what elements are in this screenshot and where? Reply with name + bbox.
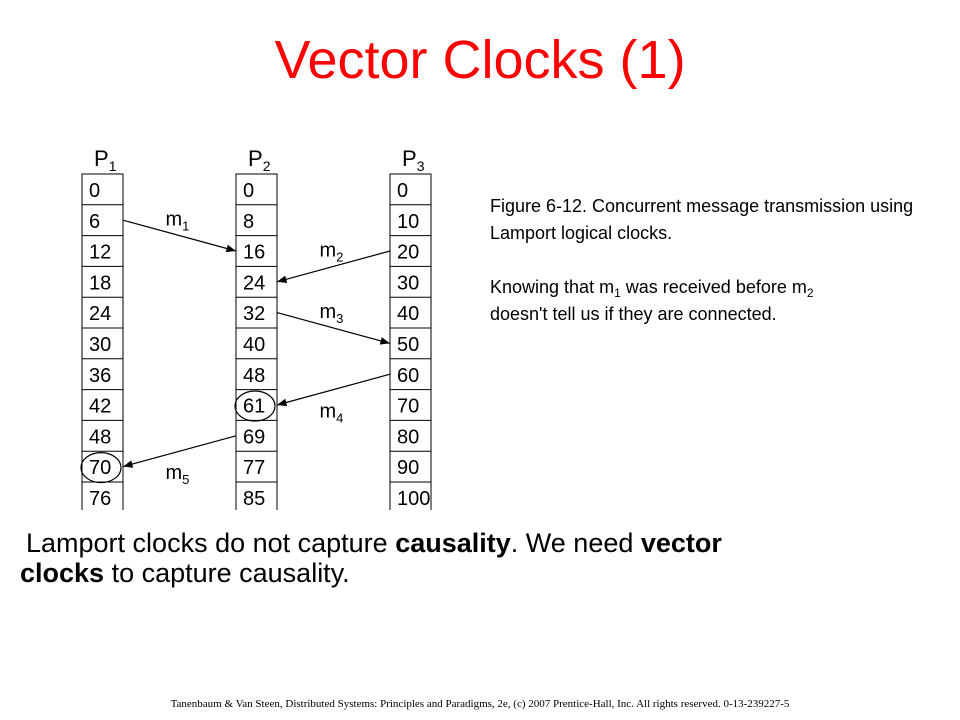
clock-value: 10 (397, 210, 420, 233)
body-statement (20, 528, 940, 588)
clock-value: 24 (89, 303, 112, 326)
message-label-index: 3 (336, 311, 344, 326)
lamport-clock-diagram (70, 140, 460, 510)
message-label-name: m (319, 301, 337, 323)
process-p3 (390, 146, 431, 510)
clock-value: 80 (397, 426, 420, 449)
note-suffix: doesn't tell us if they are connected. (490, 304, 777, 324)
clock-value: 40 (243, 334, 266, 356)
clock-value: 40 (397, 303, 420, 326)
body-part-1: Lamport clocks do not capture (26, 528, 396, 558)
clock-value: 42 (89, 395, 112, 418)
message-m5 (123, 436, 236, 487)
figure-caption (490, 193, 950, 328)
clock-value: 36 (89, 364, 112, 387)
clock-value: 50 (397, 334, 420, 356)
process-label-index: 1 (108, 158, 117, 174)
message-m3 (277, 301, 390, 343)
clock-value: 48 (243, 364, 266, 387)
message-label (166, 209, 190, 234)
note-prefix: Knowing that m (490, 277, 615, 297)
clock-value: 70 (397, 395, 420, 418)
process-label-index: 3 (416, 158, 425, 174)
clock-value: 24 (243, 272, 266, 295)
message-label (320, 401, 344, 426)
process-label-index: 2 (262, 158, 271, 174)
message-label-index: 1 (182, 218, 190, 234)
figure-description: Figure 6-12. Concurrent message transmission using Lamport logical clocks. (490, 196, 914, 243)
clock-value: 69 (243, 426, 266, 449)
process-label (248, 146, 271, 174)
process-p1 (81, 146, 123, 510)
clock-value: 18 (89, 272, 112, 295)
clock-value: 76 (89, 488, 112, 510)
process-p2 (235, 146, 277, 510)
clock-value: 8 (243, 210, 255, 233)
clock-value: 30 (89, 334, 112, 356)
message-label-name: m (165, 208, 183, 231)
clock-value: 77 (243, 457, 266, 480)
process-label-name: P (248, 146, 263, 171)
message-m4 (277, 374, 390, 425)
clock-value: 12 (89, 241, 112, 264)
message-label-name: m (165, 462, 183, 485)
message-label (320, 239, 344, 264)
body-part-2: . We need (510, 528, 641, 558)
clock-value: 20 (397, 241, 420, 264)
message-label-index: 4 (336, 410, 344, 426)
clock-value: 16 (243, 241, 266, 264)
note-sub-2: 2 (806, 286, 814, 300)
message-label (166, 462, 190, 487)
note-sub-1: 1 (614, 286, 621, 300)
process-label-name: P (402, 146, 417, 171)
clock-value: 70 (89, 457, 112, 480)
body-part-3: to capture causality. (104, 558, 350, 588)
message-label-index: 2 (336, 249, 344, 265)
body-bold-clocks: clocks (20, 558, 105, 588)
message-m1 (123, 209, 236, 251)
message-label-name: m (319, 400, 337, 423)
message-label (320, 301, 344, 326)
clock-value: 60 (397, 364, 420, 387)
process-label (402, 146, 425, 174)
body-bold-vector: vector (640, 528, 722, 558)
clock-value: 0 (397, 180, 409, 202)
clock-value: 6 (89, 210, 101, 233)
clock-value: 100 (397, 488, 431, 510)
note-middle: was received before m (620, 277, 807, 297)
process-label (94, 146, 117, 174)
clock-value: 30 (397, 272, 420, 295)
body-bold-causality: causality (395, 528, 511, 558)
message-label-index: 5 (182, 472, 190, 488)
clock-value: 0 (89, 180, 101, 202)
clock-value: 32 (243, 303, 266, 326)
clock-value: 48 (89, 426, 112, 449)
clock-value: 90 (397, 457, 420, 480)
slide-title: Vector Clocks (1) (274, 30, 686, 90)
message-m2 (277, 239, 390, 281)
copyright-footer: Tanenbaum & Van Steen, Distributed Systems: Principles and Paradigms, 2e, (c) 2007 Prentice-Hall, Inc. All rights reserved. 0-13-239227-5 (170, 698, 790, 710)
figure-note (490, 274, 950, 328)
message-label-name: m (319, 239, 337, 262)
process-label-name: P (94, 146, 109, 171)
clock-value: 0 (243, 180, 255, 202)
clock-value: 61 (243, 395, 266, 418)
clock-value: 85 (243, 488, 266, 510)
